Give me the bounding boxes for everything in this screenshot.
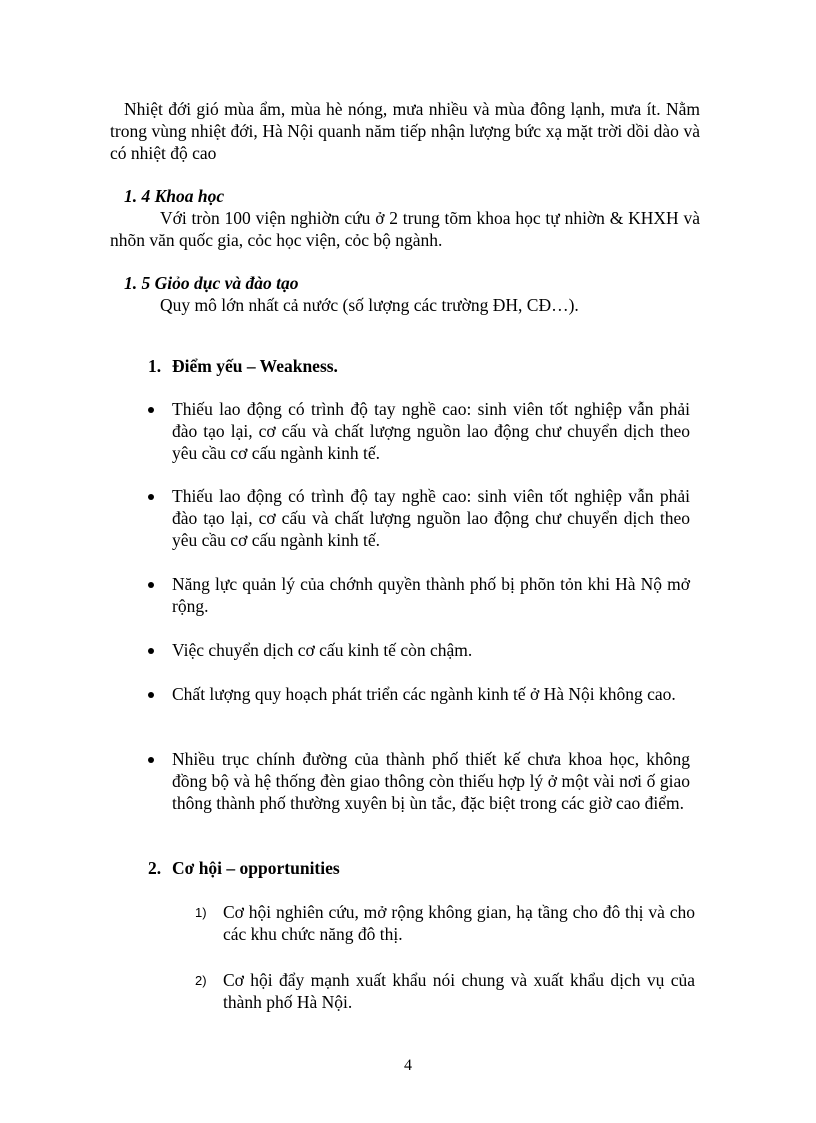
bullet-icon <box>148 582 154 588</box>
weakness-heading-text: Điểm yếu – Weakness. <box>172 356 338 376</box>
section-body-giao-duc: Quy mô lớn nhất cả nước (số lượng các trường ĐH, CĐ…). <box>160 295 579 315</box>
list-item-text: Chất lượng quy hoạch phát triển các ngành kinh tế ở Hà Nội không cao. <box>172 684 676 704</box>
list-item-text: Thiếu lao động có trình độ tay nghề cao: sinh viên tốt nghiệp vẫn phải đào tạo lại, cơ cấu và chất lượng nguồn lao động chư chuyển dịch theo yêu cầu cơ cấu ngành kinh tế. <box>172 399 690 463</box>
section-heading-giao-duc: 1. 5 Giỏo dục và đào tạo <box>124 273 299 293</box>
list-item <box>140 683 690 705</box>
bullet-icon <box>148 692 154 698</box>
list-item <box>140 485 690 551</box>
list-item-text: Nhiều trục chính đường của thành phố thiết kế chưa khoa học, không đồng bộ và hệ thống đèn giao thông còn thiếu hợp lý ở một vài nơi ố giao thông thành phố thường xuyên bị ùn tắc, đặc biệt trong các giờ cao điểm. <box>172 749 690 813</box>
opportunities-heading <box>148 857 688 879</box>
list-item-marker: 1) <box>195 905 207 920</box>
bullet-icon <box>148 407 154 413</box>
list-item-text: Thiếu lao động có trình độ tay nghề cao: sinh viên tốt nghiệp vẫn phải đào tạo lại, cơ cấu và chất lượng nguồn lao động chư chuyển dịch theo yêu cầu cơ cấu ngành kinh tế. <box>172 486 690 550</box>
list-item <box>140 748 690 814</box>
opportunities-number: 2. <box>148 858 162 878</box>
list-item-text: Cơ hội nghiên cứu, mở rộng không gian, hạ tầng cho đô thị và cho các khu chức năng đô thị. <box>223 902 695 944</box>
list-item-marker: 2) <box>195 973 207 988</box>
list-item <box>195 901 695 945</box>
list-item <box>195 969 695 1013</box>
intro-text: Nhiệt đới gió mùa ẩm, mùa hè nóng, mưa nhiều và mùa đông lạnh, mưa ít. Nằm trong vùng nhiệt đới, Hà Nội quanh năm tiếp nhận lượng bức xạ mặt trời dồi dào và có nhiệt độ cao <box>110 99 700 163</box>
bullet-icon <box>148 494 154 500</box>
section-1-4 <box>110 185 700 251</box>
list-item-text: Cơ hội đẩy mạnh xuất khẩu nói chung và xuất khẩu dịch vụ của thành phố Hà Nội. <box>223 970 695 1012</box>
section-1-5 <box>110 272 700 316</box>
bullet-icon <box>148 757 154 763</box>
list-item <box>140 639 690 661</box>
list-item-text: Việc chuyển dịch cơ cấu kinh tế còn chậm. <box>172 640 473 660</box>
section-heading-khoa-hoc: 1. 4 Khoa học <box>124 186 225 206</box>
list-item-text: Năng lực quản lý của chớnh quyền thành phố bị phõn tỏn khi Hà Nộ mở rộng. <box>172 574 690 616</box>
intro-paragraph <box>110 98 700 164</box>
bullet-icon <box>148 648 154 654</box>
section-body-khoa-hoc: Với tròn 100 viện nghiờn cứu ở 2 trung tõm khoa học tự nhiờn & KHXH và nhõn văn quốc gia, cỏc học viện, cỏc bộ ngành. <box>110 208 700 250</box>
list-item <box>140 573 690 617</box>
weakness-number: 1. <box>148 356 162 376</box>
opportunities-heading-text: Cơ hội – opportunities <box>172 858 340 878</box>
page-number: 4 <box>404 1057 412 1074</box>
list-item <box>140 398 690 464</box>
weakness-heading <box>148 355 688 377</box>
